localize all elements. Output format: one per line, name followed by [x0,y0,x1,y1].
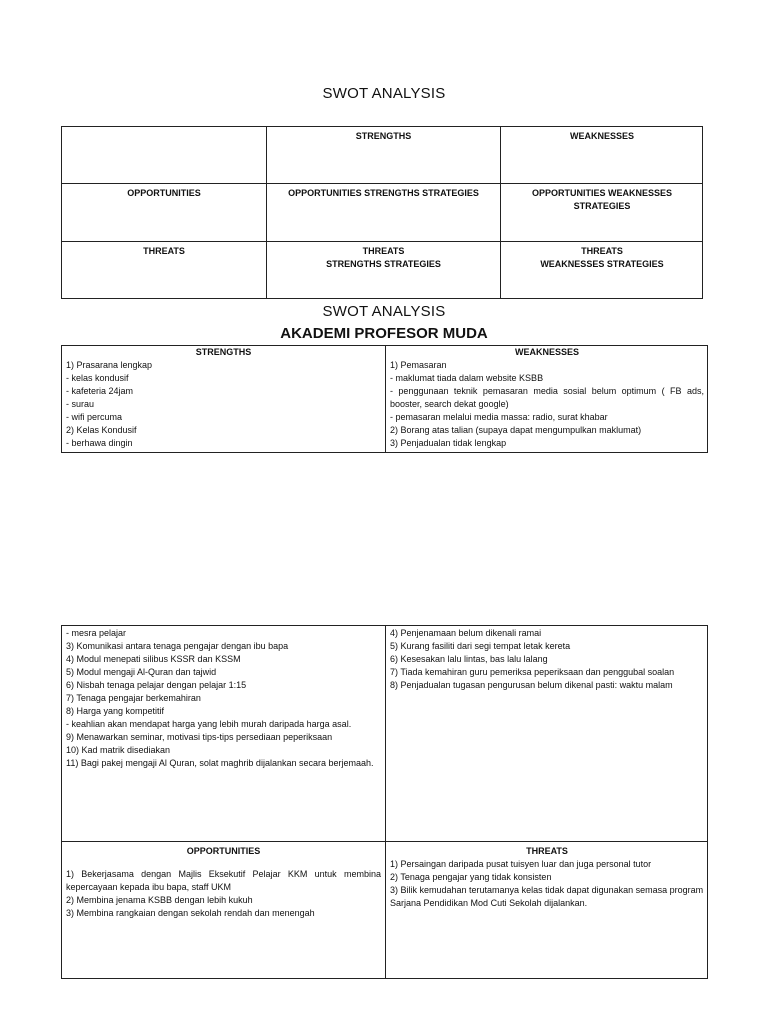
opportunities-header: OPPORTUNITIES [186,846,261,856]
list-item: - keahlian akan mendapat harga yang lebih murah daripada harga asal. [66,719,352,729]
list-item: - maklumat tiada dalam website KSBB [390,373,544,383]
list-item: 1) Persaingan daripada pusat tuisyen luar dan juga personal tutor [390,859,652,869]
matrix-cell-wt-line2: WEAKNESSES STRATEGIES [540,259,664,269]
page-title: SWOT ANALYSIS [322,85,446,102]
matrix-cell-wt-line1: THREATS [581,246,623,256]
opportunities-column [62,845,385,975]
matrix-header-strengths: STRENGTHS [355,131,412,141]
org-name: AKADEMI PROFESOR MUDA [280,325,488,342]
list-item: 1) Pemasaran [390,360,447,370]
list-item: 8) Harga yang kompetitif [66,706,165,716]
list-item: 5) Kurang fasiliti dari segi tempat letak kereta [390,641,571,651]
list-item: 3) Komunikasi antara tenaga pengajar dengan ibu bapa [66,641,289,651]
list-item: 3) Membina rangkaian dengan sekolah rendah dan menengah [66,908,315,918]
list-item: 7) Tenaga pengajar berkemahiran [66,693,201,703]
analysis-table-1 [61,345,708,453]
threats-header: THREATS [526,846,568,856]
matrix-cell-wo [501,184,703,213]
list-item: 2) Membina jenama KSBB dengan lebih kukuh [66,895,253,905]
list-item: 3) Penjadualan tidak lengkap [390,438,507,448]
matrix-divider [266,127,267,298]
matrix-cell-st [267,242,500,271]
list-item: 9) Menawarkan seminar, motivasi tips-tips persediaan peperiksaan [66,732,333,742]
matrix-row-threats: THREATS [143,246,185,256]
list-item: 7) Tiada kemahiran guru pemeriksa peperiksaan dan penggubal soalan [390,667,675,677]
list-item: - pemasaran melalui media massa: radio, surat khabar [390,412,608,422]
matrix-cell-st-line2: STRENGTHS STRATEGIES [326,259,441,269]
weaknesses-column [386,346,708,452]
list-item: 1) Bekerjasama dengan Majlis Eksekutif Pelajar KKM untuk membina kepercayaan kepada ibu bapa, staff UKM [66,869,381,892]
swot-matrix [61,126,703,299]
list-item: - kelas kondusif [66,373,129,383]
spacer [66,858,381,868]
list-item: 4) Penjenamaan belum dikenali ramai [390,628,542,638]
table-divider [62,841,707,842]
list-item: 6) Nisbah tenaga pelajar dengan pelajar 1:15 [66,680,247,690]
list-item: 6) Kesesakan lalu lintas, bas lalu lalang [390,654,548,664]
list-item: 1) Prasarana lengkap [66,360,153,370]
matrix-cell-st-line1: THREATS [362,246,405,256]
strengths-column [62,346,385,452]
list-item: 5) Modul mengaji Al-Quran dan tajwid [66,667,217,677]
list-item: - mesra pelajar [66,628,127,638]
list-item: 11) Bagi pakej mengaji Al Quran, solat maghrib dijalankan secara berjemaah. [66,758,374,768]
list-item: - kafeteria 24jam [66,386,134,396]
threats-column [386,845,708,975]
matrix-header-weaknesses: WEAKNESSES [569,131,634,141]
strengths-continued-column [62,627,385,837]
list-item: 8) Penjadualan tugasan pengurusan belum dikenal pasti: waktu malam [390,680,673,690]
list-item: - berhawa dingin [66,438,133,448]
list-item: - penggunaan teknik pemasaran media sosial belum optimum ( FB ads, booster, search dekat google) [390,386,704,409]
analysis-table-2 [61,625,708,979]
list-item: - surau [66,399,95,409]
list-item: 2) Borang atas talian (supaya dapat mengumpulkan maklumat) [390,425,642,435]
list-item: 10) Kad matrik disediakan [66,745,171,755]
matrix-cell-so: OPPORTUNITIES STRENGTHS STRATEGIES [288,188,479,198]
weaknesses-continued-column [386,627,708,837]
strengths-header: STRENGTHS [195,347,252,357]
matrix-cell-wo-line2: STRATEGIES [573,201,631,211]
list-item: 3) Bilik kemudahan terutamanya kelas tidak dapat digunakan semasa program Sarjana Pendidikan Mod Cuti Sekolah dijalankan. [390,885,704,908]
matrix-cell-wo-line1: OPPORTUNITIES WEAKNESSES [531,188,673,198]
analysis-title: SWOT ANALYSIS [322,303,446,320]
list-item: - wifi percuma [66,412,123,422]
list-item: 2) Tenaga pengajar yang tidak konsisten [390,872,552,882]
list-item: 4) Modul menepati silibus KSSR dan KSSM [66,654,241,664]
list-item: 2) Kelas Kondusif [66,425,137,435]
weaknesses-header: WEAKNESSES [514,347,579,357]
matrix-cell-wt [501,242,703,271]
matrix-row-opportunities: OPPORTUNITIES [127,188,201,198]
